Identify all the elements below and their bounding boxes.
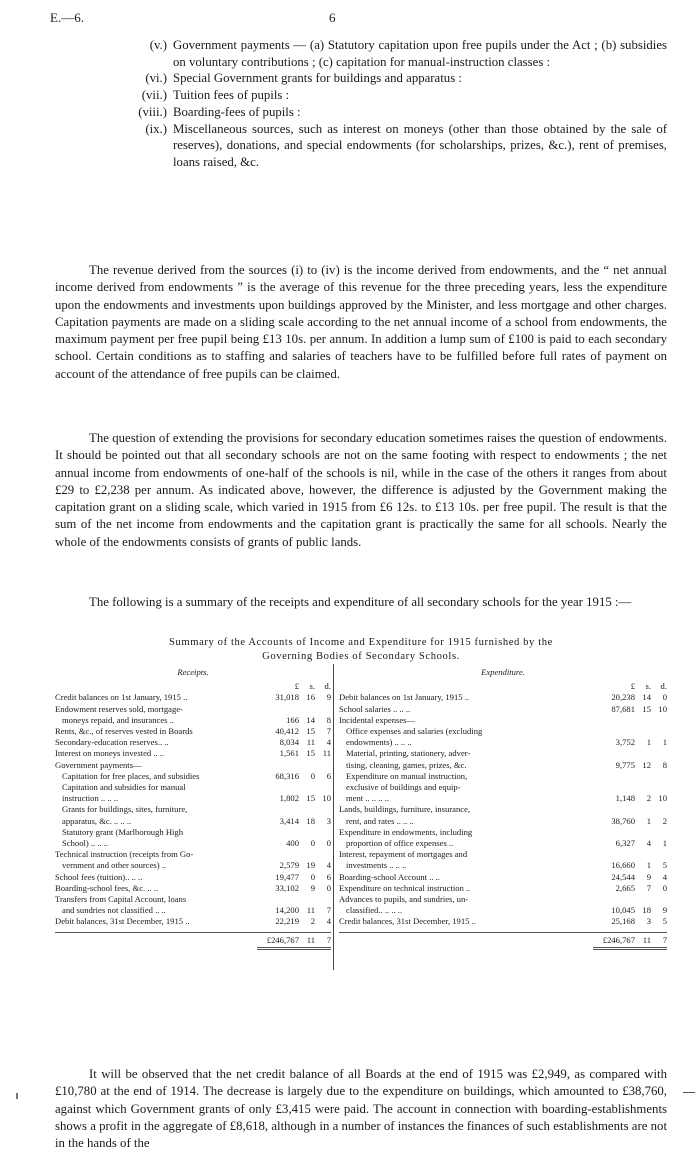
row-shillings: 7 — [646, 882, 651, 893]
row-shillings: 11 — [306, 737, 315, 748]
table-row — [339, 816, 667, 827]
table-row — [55, 849, 331, 860]
row-label: vernment and other sources) .. — [62, 860, 167, 871]
row-pounds: 3,752 — [615, 737, 635, 748]
page-reference: E.—6. — [50, 10, 84, 25]
row-label: Incidental expenses— — [339, 714, 416, 725]
row-label: apparatus, &c. .. .. .. — [62, 815, 132, 826]
row-pence: 8 — [662, 759, 667, 770]
expenditure-total-row — [339, 932, 667, 950]
row-pence: 8 — [326, 714, 331, 725]
table-row — [339, 748, 667, 759]
row-pence: 5 — [662, 916, 667, 927]
row-label: instruction .. .. .. — [62, 793, 119, 804]
row-pounds: 40,412 — [275, 726, 299, 737]
table-row — [339, 692, 667, 703]
units-row — [339, 681, 667, 692]
row-label: Material, printing, stationery, adver- — [346, 748, 471, 759]
row-pounds: 68,316 — [275, 770, 299, 781]
list-item-number: (viii.) — [138, 104, 167, 119]
row-label: moneys repaid, and insurances .. — [62, 714, 174, 725]
paragraph-endowments: The question of extending the provisions for secondary education sometimes raises the question of endowments. It should be pointed out that all secondary schools are not on the same footing with respect to endowments ; the net annual income from endowments of one-half of the schools is nil, while in the case of the others it ranges from about £29 to £2,238 per annum. As indicated above, however, the difference is adjusted by the Government making the capitation grant on a sliding scale, which varied in 1915 from £6 12s. to £13 10s. per free pupil. The result is that the sum of the net income from endowments and the capitation grant is practically the same for all schools. Nearly the whole of the endowments consists of grants of public lands. — [55, 431, 667, 549]
table-title-line: Summary of the Accounts of Income and Expenditure for 1915 furnished by the — [169, 637, 553, 648]
receipts-table — [55, 667, 331, 950]
row-pounds: 31,018 — [275, 692, 299, 703]
table-row — [55, 816, 331, 827]
list-item — [115, 104, 667, 121]
row-shillings: 19 — [306, 860, 315, 871]
row-pounds: 2,579 — [279, 860, 299, 871]
table-row — [55, 905, 331, 916]
row-pounds: 8,034 — [279, 737, 299, 748]
row-pence: 0 — [326, 838, 331, 849]
row-shillings: 15 — [306, 793, 315, 804]
table-row — [339, 760, 667, 771]
table-row — [55, 827, 331, 838]
row-shillings: 3 — [646, 916, 651, 927]
table-row — [55, 704, 331, 715]
list-item-number: (v.) — [149, 38, 167, 52]
row-pounds: 2,665 — [615, 882, 635, 893]
list-item — [115, 121, 667, 171]
row-pounds: 16,660 — [611, 860, 635, 871]
table-row — [339, 872, 667, 883]
table-row — [339, 726, 667, 737]
row-label: Capitation and subsidies for manual — [62, 782, 186, 793]
row-shillings: 1 — [646, 737, 651, 748]
table-row — [339, 782, 667, 793]
row-shillings: 9 — [646, 871, 651, 882]
row-label: Debit balances on 1st January, 1915 .. — [339, 692, 469, 703]
row-pence: 4 — [326, 737, 331, 748]
row-pence: 0 — [326, 882, 331, 893]
table-row — [55, 916, 331, 927]
row-label: tising, cleaning, games, prizes, &c. — [346, 759, 467, 770]
row-label: Expenditure in endowments, including — [339, 826, 473, 837]
table-row — [339, 905, 667, 916]
row-pounds: 1,148 — [615, 793, 635, 804]
row-pence: 1 — [662, 737, 667, 748]
list-item-text: Special Government grants for buildings and apparatus : — [173, 71, 462, 86]
row-label: Grants for buildings, sites, furniture, — [62, 804, 188, 815]
total-shillings: 11 — [642, 934, 651, 945]
list-item-number: (vii.) — [141, 88, 167, 103]
row-pounds: 400 — [286, 838, 299, 849]
row-label: Statutory grant (Marlborough High — [62, 826, 184, 837]
row-shillings: 1 — [646, 815, 651, 826]
table-row — [55, 748, 331, 759]
row-label: endowments) .. .. .. — [346, 737, 412, 748]
row-label: proportion of office expenses .. — [346, 838, 454, 849]
row-label: Boarding-school Account .. .. — [339, 871, 440, 882]
row-label: Interest, repayment of mortgages and — [339, 849, 468, 860]
row-shillings: 11 — [306, 905, 315, 916]
row-pounds: 1,561 — [279, 748, 299, 759]
margin-mark — [683, 1092, 695, 1093]
row-shillings: 2 — [310, 916, 315, 927]
row-shillings: 12 — [642, 759, 651, 770]
table-row — [55, 726, 331, 737]
row-label: Interest on moneys invested .. .. — [55, 748, 165, 759]
table-row — [55, 692, 331, 703]
row-pence: 10 — [658, 793, 667, 804]
table-row — [55, 838, 331, 849]
list-item-text: Miscellaneous sources, such as interest on moneys (other than those obtained by the sale of reserves), donations, and special endowments (for scholarships, prizes, &c.), rent of premises, loans raised, &c. — [173, 121, 667, 169]
row-label: Credit balances on 1st January, 1915 .. — [55, 692, 188, 703]
table-row — [55, 760, 331, 771]
row-pounds: 10,045 — [611, 905, 635, 916]
table-row — [339, 860, 667, 871]
row-shillings: 2 — [646, 793, 651, 804]
row-label: Office expenses and salaries (excluding — [346, 726, 483, 737]
row-shillings: 15 — [642, 703, 651, 714]
row-pounds: 25,168 — [611, 916, 635, 927]
row-label: Technical instruction (receipts from Go- — [55, 849, 194, 860]
row-shillings: 1 — [646, 860, 651, 871]
receipts-total-row — [55, 932, 331, 950]
row-label: and sundries not classified .. .. — [62, 905, 166, 916]
table-row — [55, 883, 331, 894]
row-shillings: 18 — [642, 905, 651, 916]
row-pounds: 9,775 — [615, 759, 635, 770]
expenditure-rows — [339, 692, 667, 927]
row-pounds: 33,102 — [275, 882, 299, 893]
list-item-number: (vi.) — [145, 71, 167, 86]
table-row — [339, 704, 667, 715]
row-shillings: 15 — [306, 748, 315, 759]
row-pence: 10 — [658, 703, 667, 714]
row-label: School) .. .. .. — [62, 838, 109, 849]
row-shillings: 14 — [306, 714, 315, 725]
row-pence: 11 — [322, 748, 331, 759]
table-row — [55, 804, 331, 815]
row-shillings: 14 — [642, 692, 651, 703]
list-item-text: Government payments — (a) Statutory capitation upon free pupils under the Act ; (b) subsidies on voluntary contributions ; (c) capitation for manual-instruction classes : — [173, 38, 667, 69]
receipts-rows — [55, 692, 331, 927]
row-label: Expenditure on manual instruction, — [346, 770, 468, 781]
row-pounds: 22,219 — [275, 916, 299, 927]
row-label: Advances to pupils, and sundries, un- — [339, 894, 469, 905]
row-label: Government payments— — [55, 759, 142, 770]
list-item-number: (ix.) — [145, 121, 167, 136]
row-label: Transfers from Capital Account, loans — [55, 894, 187, 905]
margin-mark — [16, 1093, 18, 1099]
row-label: Boarding-school fees, &c. .. .. — [55, 882, 159, 893]
row-pounds: 24,544 — [611, 871, 635, 882]
table-divider — [333, 664, 334, 970]
table-title-line: Governing Bodies of Secondary Schools. — [262, 651, 460, 662]
pence-unit: d. — [660, 681, 667, 692]
shillings-unit: s. — [645, 681, 651, 692]
row-label: exclusive of buildings and equip- — [346, 782, 461, 793]
row-label: Expenditure on technical instruction .. — [339, 882, 471, 893]
row-pence: 1 — [662, 838, 667, 849]
paragraph-summary-intro: The following is a summary of the receipts and expenditure of all secondary schools for the year 1915 :— — [89, 595, 632, 609]
row-pence: 3 — [326, 815, 331, 826]
row-pence: 4 — [326, 916, 331, 927]
total-pounds: £246,767 — [602, 934, 635, 945]
row-pence: 2 — [662, 815, 667, 826]
row-pence: 7 — [326, 905, 331, 916]
row-pence: 4 — [662, 871, 667, 882]
table-row — [339, 916, 667, 927]
row-pence: 0 — [662, 692, 667, 703]
list-item-text: Boarding-fees of pupils : — [173, 104, 301, 119]
table-row — [55, 860, 331, 871]
row-label: ment .. .. .. .. — [346, 793, 389, 804]
row-label: Debit balances, 31st December, 1915 .. — [55, 916, 190, 927]
row-pence: 4 — [326, 860, 331, 871]
table-row — [55, 782, 331, 793]
row-pounds: 38,760 — [611, 815, 635, 826]
row-pence: 6 — [326, 871, 331, 882]
shillings-unit: s. — [309, 681, 315, 692]
table-row — [339, 771, 667, 782]
total-pounds: £246,767 — [266, 934, 299, 945]
table-row — [339, 737, 667, 748]
row-pence: 7 — [326, 726, 331, 737]
table-row — [339, 827, 667, 838]
row-pounds: 19,477 — [275, 871, 299, 882]
row-pounds: 20,238 — [611, 692, 635, 703]
table-row — [339, 849, 667, 860]
row-shillings: 9 — [310, 882, 315, 893]
row-label: Capitation for free places, and subsidies — [62, 770, 200, 781]
row-pence: 6 — [326, 770, 331, 781]
row-pounds: 1,802 — [279, 793, 299, 804]
row-shillings: 0 — [310, 770, 315, 781]
row-pence: 9 — [662, 905, 667, 916]
row-label: Credit balances, 31st December, 1915 .. — [339, 916, 476, 927]
row-label: School salaries .. .. .. — [339, 703, 411, 714]
row-pounds: 14,200 — [275, 905, 299, 916]
table-row — [339, 838, 667, 849]
row-pence: 5 — [662, 860, 667, 871]
row-label: classified.. .. .. .. — [346, 905, 403, 916]
pounds-unit: £ — [294, 681, 299, 692]
receipts-heading: Receipts. — [177, 667, 209, 677]
table-title — [55, 636, 667, 664]
row-pounds: 3,414 — [279, 815, 299, 826]
total-pence: 7 — [662, 934, 667, 945]
row-shillings: 4 — [646, 838, 651, 849]
pence-unit: d. — [324, 681, 331, 692]
table-row — [339, 894, 667, 905]
expenditure-heading: Expenditure. — [481, 667, 525, 677]
row-pence: 10 — [322, 793, 331, 804]
pounds-unit: £ — [630, 681, 635, 692]
table-row — [55, 872, 331, 883]
expenditure-table — [339, 667, 667, 950]
page-number: 6 — [329, 10, 336, 25]
table-row — [55, 715, 331, 726]
table-row — [55, 793, 331, 804]
table-row — [339, 804, 667, 815]
row-label: Rents, &c., of reserves vested in Boards — [55, 726, 193, 737]
table-row — [339, 793, 667, 804]
list-item-text: Tuition fees of pupils : — [173, 88, 290, 103]
list-item — [115, 70, 667, 87]
row-label: Endowment reserves sold, mortgage- — [55, 703, 183, 714]
row-label: Secondary-education reserves.. .. — [55, 737, 169, 748]
units-row — [55, 681, 331, 692]
table-row — [339, 883, 667, 894]
paragraph-credit-balance: It will be observed that the net credit balance of all Boards at the end of 1915 was £2,949, as compared with £10,780 at the end of 1914. The decrease is largely due to the expenditure on buildings, which amounted to £38,760, against which Government grants of only £3,415 were paid. The account in connection with boarding-establishments shows a profit in the aggregate of £8,618, although in a number of instances the finances of such establishments are not in the hands of the — [55, 1067, 667, 1151]
table-row — [55, 737, 331, 748]
row-pounds: 87,681 — [611, 703, 635, 714]
row-pence: 9 — [326, 692, 331, 703]
row-label: School fees (tuition).. .. .. — [55, 871, 143, 882]
table-row — [55, 771, 331, 782]
list-item — [115, 37, 667, 70]
total-shillings: 11 — [306, 934, 315, 945]
paragraph-revenue: The revenue derived from the sources (i) to (iv) is the income derived from endowments, and the “ net annual income derived from endowments ” is the average of this revenue for the three preceding years, less the expenditure upon the endowments and investments upon buildings approved by the Minister, and less mortgage and other charges. Capitation payments are made on a sliding scale according to the net annual income of a school from endowments, the maximum payment per free pupil being £13 10s. per annum. In addition a lump sum of £100 is paid to each secondary school. Certain conditions as to staffing and salaries of teachers have to be fulfilled before full rates of payment on account of the attendance of free pupils can be claimed. — [55, 263, 667, 381]
row-pence: 0 — [662, 882, 667, 893]
row-pounds: 6,327 — [615, 838, 635, 849]
table-row — [55, 894, 331, 905]
row-label: rent, and rates .. .. .. — [346, 815, 414, 826]
revenue-sources-list — [115, 37, 667, 171]
row-shillings: 16 — [306, 692, 315, 703]
row-shillings: 15 — [306, 726, 315, 737]
row-shillings: 0 — [310, 871, 315, 882]
total-pence: 7 — [326, 934, 331, 945]
list-item — [115, 87, 667, 104]
row-label: investments .. .. .. — [346, 860, 407, 871]
table-row — [339, 715, 667, 726]
row-shillings: 0 — [310, 838, 315, 849]
row-shillings: 18 — [306, 815, 315, 826]
row-pounds: 166 — [286, 714, 299, 725]
row-label: Lands, buildings, furniture, insurance, — [339, 804, 471, 815]
